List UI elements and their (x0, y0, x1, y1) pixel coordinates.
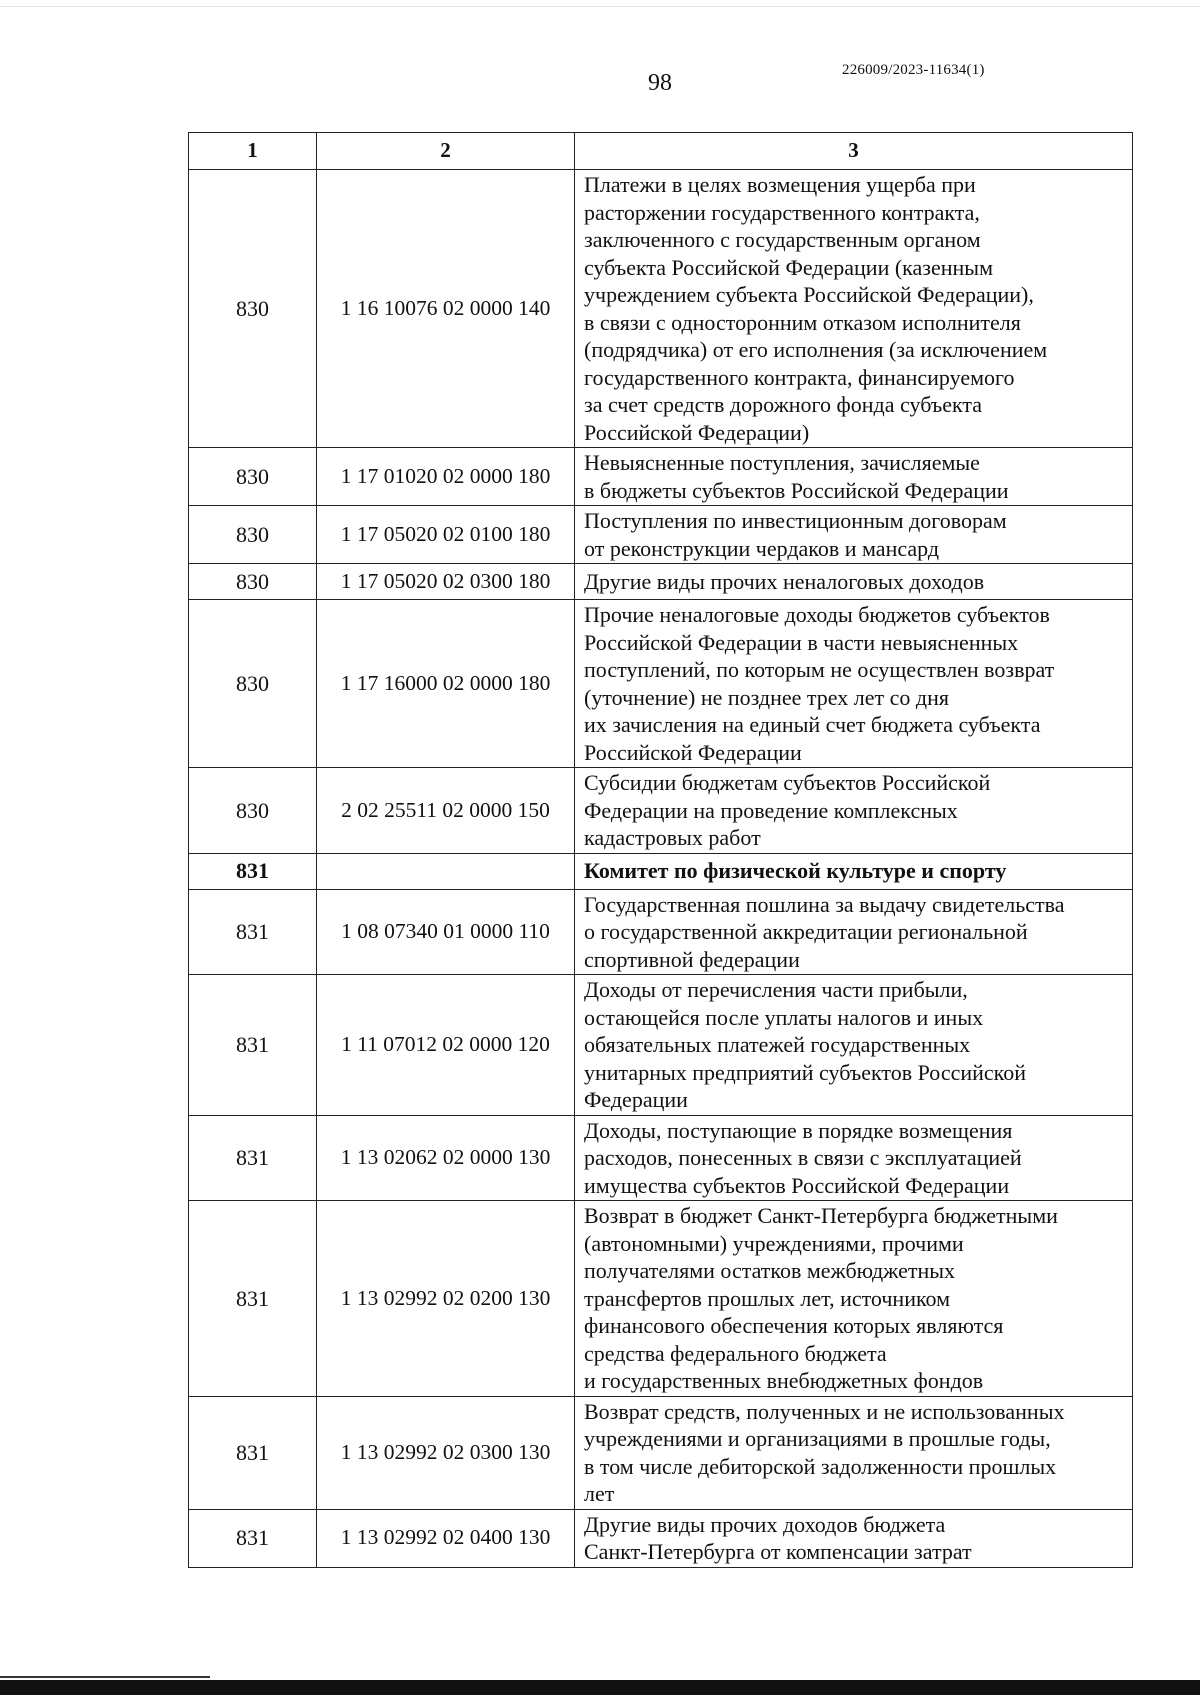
table-row (189, 1115, 1133, 1201)
admin-code-cell: 830 (189, 506, 317, 564)
admin-code-cell: 831 (189, 1115, 317, 1201)
revenue-code-cell: 2 02 25511 02 0000 150 (317, 768, 575, 854)
revenue-code-cell (317, 853, 575, 889)
scan-bottom-line (0, 1676, 210, 1678)
revenue-code-cell: 1 11 07012 02 0000 120 (317, 975, 575, 1116)
description-cell: Другие виды прочих неналоговых доходов (575, 564, 1133, 600)
table-row (189, 1509, 1133, 1567)
admin-code-cell: 830 (189, 600, 317, 768)
table-row (189, 889, 1133, 975)
scan-bottom-edge (0, 1680, 1200, 1695)
table-row (189, 448, 1133, 506)
table-row (189, 1201, 1133, 1397)
page-number: 98 (648, 70, 672, 96)
admin-code-cell: 830 (189, 564, 317, 600)
scan-top-edge (0, 0, 1200, 7)
revenue-code-cell: 1 13 02992 02 0300 130 (317, 1396, 575, 1509)
description-cell: Другие виды прочих доходов бюджета Санкт-Петербурга от компенсации затрат (575, 1509, 1133, 1567)
description-cell: Поступления по инвестиционным договорам от реконструкции чердаков и мансард (575, 506, 1133, 564)
description-cell: Комитет по физической культуре и спорту (575, 853, 1133, 889)
table-body (189, 170, 1133, 1568)
revenue-code-cell: 1 17 16000 02 0000 180 (317, 600, 575, 768)
revenue-code-cell: 1 13 02992 02 0200 130 (317, 1201, 575, 1397)
admin-code-cell: 831 (189, 1396, 317, 1509)
revenue-codes-table-wrapper (188, 132, 1132, 1568)
header-col-1: 1 (189, 133, 317, 170)
revenue-code-cell: 1 17 05020 02 0100 180 (317, 506, 575, 564)
revenue-code-cell: 1 08 07340 01 0000 110 (317, 889, 575, 975)
table-row (189, 853, 1133, 889)
description-cell: Возврат средств, полученных и не использованных учреждениями и организациями в прошлые годы, в том числе дебиторской задолженности прошлых лет (575, 1396, 1133, 1509)
revenue-code-cell: 1 13 02992 02 0400 130 (317, 1509, 575, 1567)
admin-code-cell: 830 (189, 448, 317, 506)
header-col-2: 2 (317, 133, 575, 170)
table-row (189, 506, 1133, 564)
table-row (189, 975, 1133, 1116)
revenue-code-cell: 1 13 02062 02 0000 130 (317, 1115, 575, 1201)
admin-code-cell: 831 (189, 889, 317, 975)
description-cell: Субсидии бюджетам субъектов Российской Федерации на проведение комплексных кадастровых работ (575, 768, 1133, 854)
table-row (189, 170, 1133, 448)
admin-code-cell: 831 (189, 853, 317, 889)
admin-code-cell: 830 (189, 170, 317, 448)
table-row (189, 1396, 1133, 1509)
table-row (189, 768, 1133, 854)
table-header-row (189, 133, 1133, 170)
admin-code-cell: 831 (189, 1201, 317, 1397)
revenue-code-cell: 1 16 10076 02 0000 140 (317, 170, 575, 448)
document-id: 226009/2023-11634(1) (842, 62, 985, 78)
revenue-code-cell: 1 17 05020 02 0300 180 (317, 564, 575, 600)
table-row (189, 600, 1133, 768)
description-cell: Прочие неналоговые доходы бюджетов субъектов Российской Федерации в части невыясненных поступлений, по которым не осуществлен возврат (уточнение) не позднее трех лет со дня их зачисления на единый счет бюджета субъекта Российской Федерации (575, 600, 1133, 768)
admin-code-cell: 831 (189, 975, 317, 1116)
admin-code-cell: 831 (189, 1509, 317, 1567)
description-cell: Доходы, поступающие в порядке возмещения расходов, понесенных в связи с эксплуатацией имущества субъектов Российской Федерации (575, 1115, 1133, 1201)
header-col-3: 3 (575, 133, 1133, 170)
description-cell: Невыясненные поступления, зачисляемые в бюджеты субъектов Российской Федерации (575, 448, 1133, 506)
revenue-codes-table (188, 132, 1133, 1568)
table-row (189, 564, 1133, 600)
description-cell: Возврат в бюджет Санкт-Петербурга бюджетными (автономными) учреждениями, прочими получателями остатков межбюджетных трансфертов прошлых лет, источником финансового обеспечения которых являются средства федерального бюджета и государственных внебюджетных фондов (575, 1201, 1133, 1397)
revenue-code-cell: 1 17 01020 02 0000 180 (317, 448, 575, 506)
description-cell: Государственная пошлина за выдачу свидетельства о государственной аккредитации региональной спортивной федерации (575, 889, 1133, 975)
admin-code-cell: 830 (189, 768, 317, 854)
description-cell: Доходы от перечисления части прибыли, остающейся после уплаты налогов и иных обязательных платежей государственных унитарных предприятий субъектов Российской Федерации (575, 975, 1133, 1116)
description-cell: Платежи в целях возмещения ущерба при расторжении государственного контракта, заключенного с государственным органом субъекта Российской Федерации (казенным учреждением субъекта Российской Федерации), в связи с односторонним отказом исполнителя (подрядчика) от его исполнения (за исключением государственного контракта, финансируемого за счет средств дорожного фонда субъекта Российской Федерации) (575, 170, 1133, 448)
